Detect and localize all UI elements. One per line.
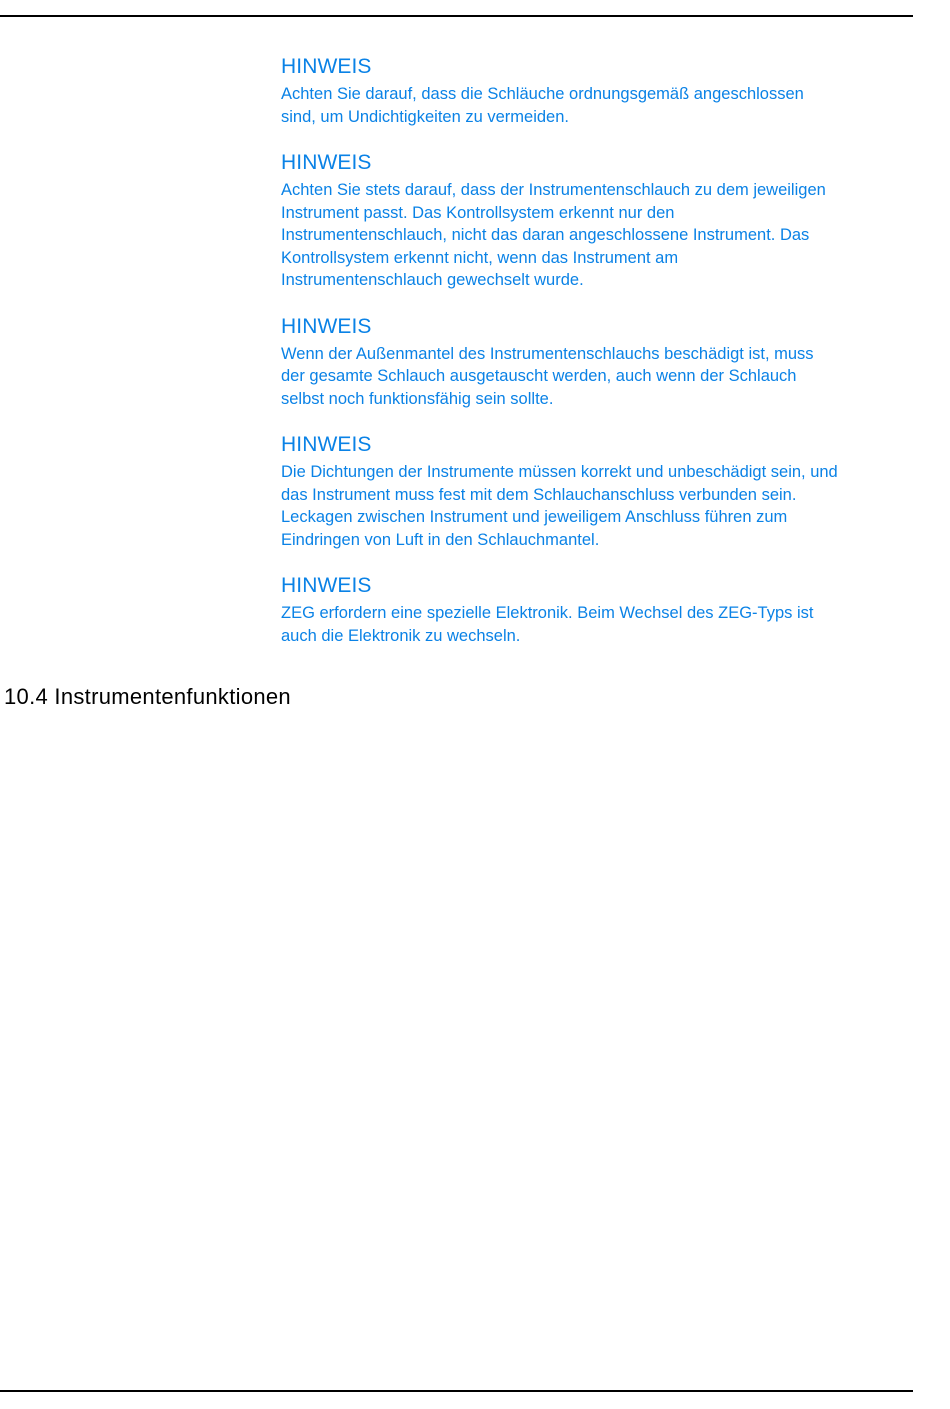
notice-hoses-connected [281,55,921,128]
notice-title: HINWEIS [281,314,372,338]
notice-zeg-electronics [281,574,921,647]
notice-body: Achten Sie darauf, dass die Schläuche ordnungsgemäß angeschlossen sind, um Undichtigkeiten zu vermeiden. [281,85,804,126]
notice-list [281,55,921,670]
notice-instrument-seals [281,433,921,551]
notice-instrument-hose-match [281,151,921,292]
notice-title: HINWEIS [281,55,372,78]
header-rule [0,15,913,17]
notice-title: HINWEIS [281,151,372,174]
notice-title: HINWEIS [281,433,372,456]
notice-body: Wenn der Außenmantel des Instrumentenschlauchs beschädigt ist, muss der gesamte Schlauch ausgetauscht werden, auch wenn der Schlauch selbst noch funktionsfähig sein sollte. [281,344,814,408]
notice-body: Die Dichtungen der Instrumente müssen korrekt und unbeschädigt sein, und das Instrument muss fest mit dem Schlauchanschluss verbunden sein. Leckagen zwischen Instrument und jeweiligem Anschluss führen zum Eindringen von Luft in den Schlauchmantel. [281,463,838,549]
notice-outer-jacket-damaged [281,315,921,411]
footer-rule [0,1390,913,1392]
notice-title: HINWEIS [281,574,372,597]
notice-body: ZEG erfordern eine spezielle Elektronik. Beim Wechsel des ZEG-Typs ist auch die Elektronik zu wechseln. [281,604,814,645]
notice-body: Achten Sie stets darauf, dass der Instrumentenschlauch zu dem jeweiligen Instrument passt. Das Kontrollsystem erkennt nur den Instrumentenschlauch, nicht das daran angeschlossene Instrument. Das Kontrollsystem erkennt nicht, wenn das Instrument am Instrumentenschlauch gewechselt wurde. [281,181,826,289]
section-heading: 10.4 Instrumentenfunktionen [4,684,291,709]
